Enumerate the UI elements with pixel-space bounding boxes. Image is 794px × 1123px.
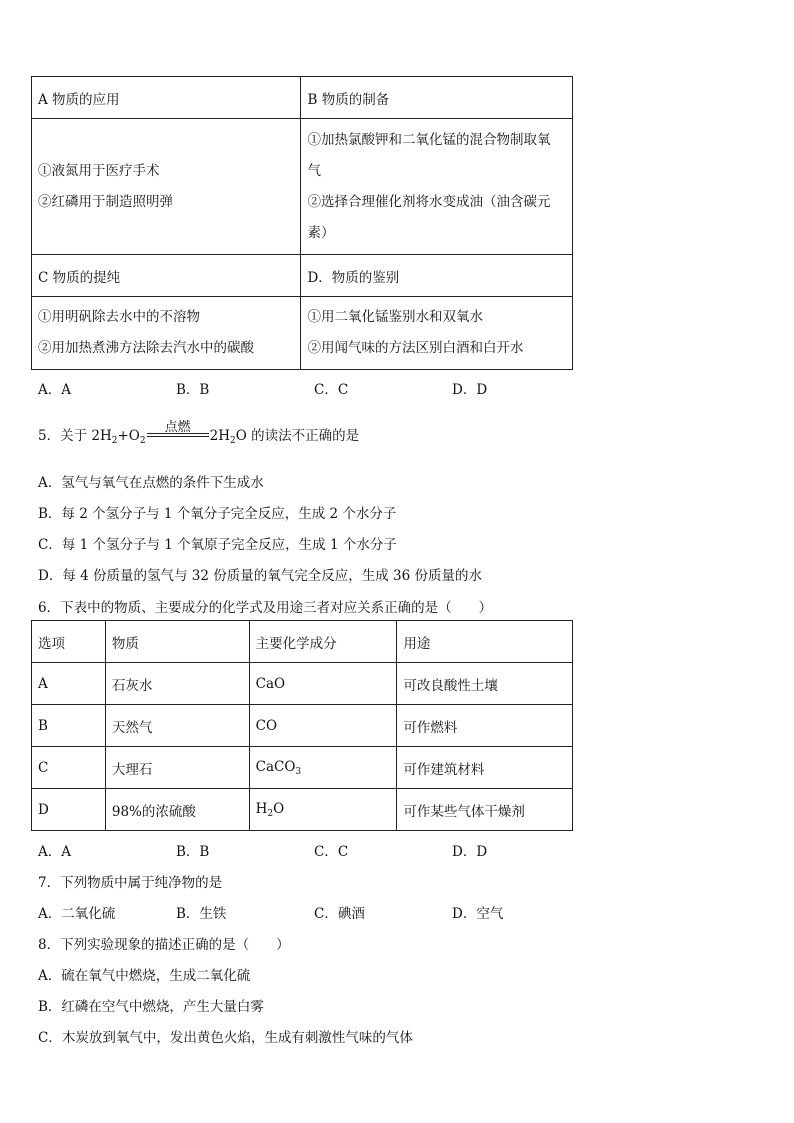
q5-option-b[interactable]: B．每 2 个氢分子与 1 个氧分子完全反应，生成 2 个水分子: [38, 506, 397, 522]
q7-option-a[interactable]: A．二氧化硫: [38, 906, 116, 922]
q4-c-item: ②用加热煮沸方法除去汽水中的碳酸: [38, 340, 254, 356]
table-row: [32, 789, 573, 831]
q4-b-cell: [301, 119, 573, 255]
q6-cell: CO: [249, 705, 397, 747]
q6-stem: 6．下表中的物质、主要成分的化学式及用途三者对应关系正确的是（ ）: [38, 600, 493, 616]
q6-cell: C: [32, 747, 106, 789]
q6-cell: A: [32, 663, 106, 705]
q5-option-d[interactable]: D．每 4 份质量的氢气与 32 份质量的氧气完全反应，生成 36 份质量的水: [38, 568, 483, 584]
q6-cell: D: [32, 789, 106, 831]
q8-option-c[interactable]: C．木炭放到氧气中，发出黄色火焰，生成有刺激性气味的气体: [38, 1030, 413, 1046]
q6-cell: 大理石: [105, 747, 249, 789]
q7-option-b[interactable]: B．生铁: [176, 906, 227, 922]
table-row: [32, 747, 573, 789]
q6-options: [38, 840, 558, 860]
q4-d-cell: [301, 297, 573, 370]
q6-table: [31, 620, 573, 831]
q6-option-a[interactable]: A．A: [38, 844, 71, 860]
q7-stem: 7．下列物质中属于纯净物的是: [38, 875, 223, 891]
q6-cell: 可作建筑材料: [397, 747, 573, 789]
q4-options: [38, 378, 558, 398]
q4-d-item: ①用二氧化锰鉴别水和双氧水: [307, 309, 483, 325]
q4-b-item: 素）: [307, 224, 335, 241]
q7-option-c[interactable]: C．碘酒: [314, 906, 365, 922]
q4-d-item: ②用闻气味的方法区别白酒和白开水: [307, 340, 524, 356]
q6-cell: CaCO$_3$: [249, 747, 397, 789]
q6-header-cell: 选项: [32, 621, 106, 663]
q6-header-cell: 主要化学成分: [249, 621, 397, 663]
q4-c-cell: [32, 297, 301, 370]
q6-option-d[interactable]: D．D: [452, 844, 488, 860]
q6-option-c[interactable]: C．C: [314, 844, 349, 860]
q8-option-a[interactable]: A．硫在氧气中燃烧，生成二氧化硫: [38, 968, 251, 984]
q5-option-c[interactable]: C．每 1 个氢分子与 1 个氧原子完全反应，生成 1 个水分子: [38, 537, 397, 553]
q6-cell: $H_2O$: [249, 789, 397, 831]
q6-option-b[interactable]: B．B: [176, 844, 210, 860]
table-row: [32, 663, 573, 705]
q6-cell: 可作燃料: [397, 705, 573, 747]
q4-option-c[interactable]: C．C: [314, 382, 349, 398]
q7-option-d[interactable]: D．空气: [452, 906, 504, 922]
q4-d-head: D．物质的鉴别: [301, 255, 573, 297]
q6-cell: B: [32, 705, 106, 747]
q4-option-d[interactable]: D．D: [452, 382, 488, 398]
q4-a-head: A 物质的应用: [32, 77, 301, 119]
q4-option-a[interactable]: A．A: [38, 382, 71, 398]
q4-b-item: ①加热氯酸钾和二氧化锰的混合物制取氧: [307, 131, 551, 148]
q6-header-cell: 用途: [397, 621, 573, 663]
q6-cell: 可作某些气体干燥剂: [397, 789, 573, 831]
q6-header-cell: 物质: [105, 621, 249, 663]
table-row: [32, 705, 573, 747]
q6-cell: 可改良酸性土壤: [397, 663, 573, 705]
q4-option-b[interactable]: B．B: [176, 382, 210, 398]
q6-cell: 石灰水: [105, 663, 249, 705]
q4-b-item: 气: [307, 162, 321, 179]
q5-stem: 5．关于 $2H_2+O_2$ 点燃 $2H_2O$ 的读法不正确的是: [38, 424, 359, 446]
q6-cell: 天然气: [105, 705, 249, 747]
reaction-condition: 点燃: [164, 419, 191, 435]
q4-b-head: B 物质的制备: [301, 77, 573, 119]
q4-a-cell: [32, 119, 301, 255]
q7-options: [38, 902, 558, 922]
q8-stem: 8．下列实验现象的描述正确的是（ ）: [38, 937, 290, 953]
q4-a-item: ①液氮用于医疗手术: [38, 162, 160, 179]
q4-c-item: ①用明矾除去水中的不溶物: [38, 309, 200, 325]
q4-a-item: ②红磷用于制造照明弹: [38, 193, 173, 210]
q6-cell: CaO: [249, 663, 397, 705]
q4-b-item: ②选择合理催化剂将水变成油（油含碳元: [307, 193, 551, 210]
q4-table: [31, 76, 573, 370]
q8-option-b[interactable]: B．红磷在空气中燃烧，产生大量白雾: [38, 999, 264, 1015]
q6-cell: 98%的浓硫酸: [105, 789, 249, 831]
q5-option-a[interactable]: A．氢气与氧气在点燃的条件下生成水: [38, 475, 264, 491]
q4-c-head: C 物质的提纯: [32, 255, 301, 297]
reaction-arrow: [147, 419, 209, 444]
